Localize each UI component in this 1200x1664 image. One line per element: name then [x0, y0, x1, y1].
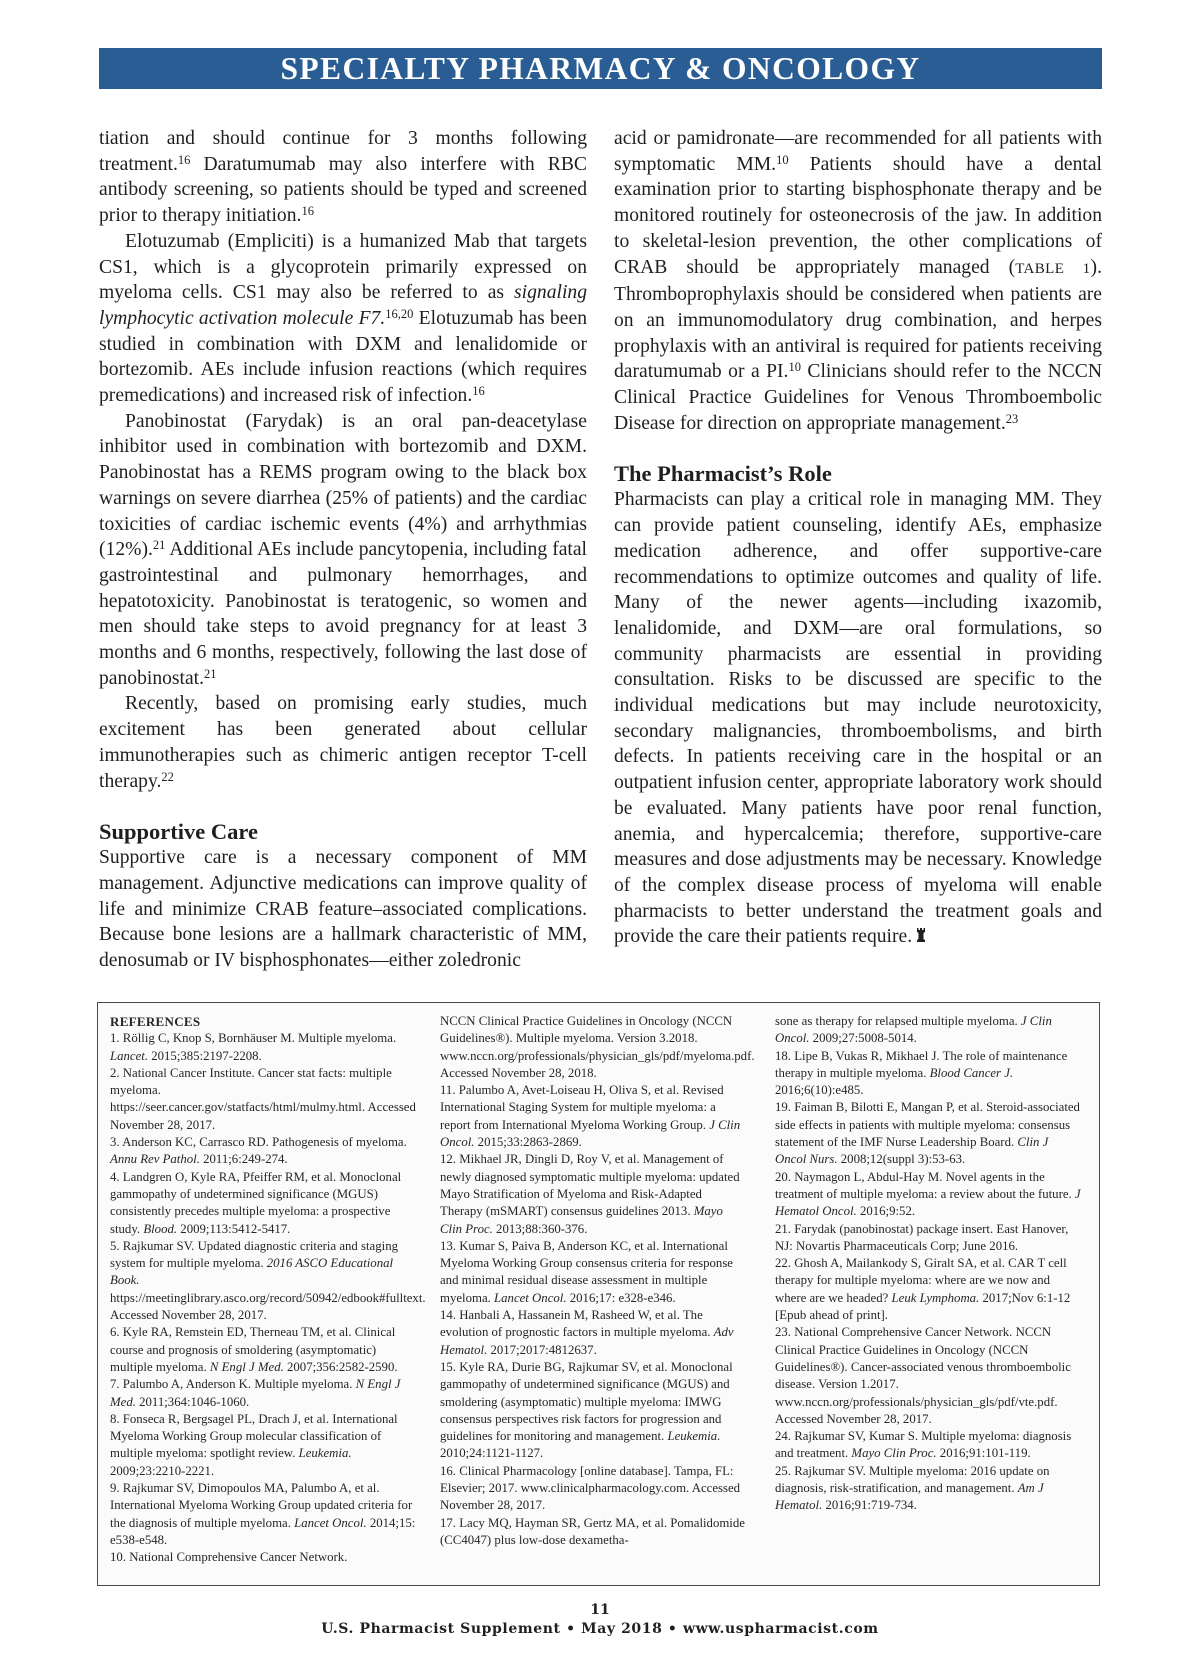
references-heading: REFERENCES	[110, 1014, 201, 1029]
reference-item: 23. National Comprehensive Cancer Network. NCCN Clinical Practice Guidelines in Oncology (NCCN Guidelines®). Cancer-associated venous thromboembolic disease. Version 1.2017. www.nccn.org/professionals/physician_gls/pdf/vte.pdf. Accessed November 28, 2017.	[775, 1325, 1071, 1426]
page-footer	[0, 1601, 1200, 1639]
paragraph: Panobinostat (Farydak) is an oral pan-deacetylase inhibitor used in combination with bortezomib and DXM. Panobinostat has a REMS program owing to the black box warnings on severe diarrhea (25% of patients) and the cardiac toxicities of cardiac ischemic events (4%) and arrhythmias (12%).$^{21}$ Additional AEs include pancytopenia, including fatal gastrointestinal and pulmonary hemorrhages, and hepatotoxicity. Panobinostat is teratogenic, so women and men should take steps to avoid pregnancy for at least 3 months and 6 months, respectively, following the last dose of panobinostat.$^{21}$	[99, 410, 587, 689]
reference-item: 2. National Cancer Institute. Cancer stat facts: multiple myeloma. https://seer.cancer.gov/statfacts/html/mulmy.html. Accessed November 28, 2017.	[110, 1065, 416, 1132]
reference-continuation: sone as therapy for relapsed multiple myeloma. J Clin Oncol. 2009;27:5008-5014.	[775, 1014, 1052, 1046]
reference-item: 24. Rajkumar SV, Kumar S. Multiple myeloma: diagnosis and treatment. Mayo Clin Proc. 2016;91:101-119.	[775, 1429, 1072, 1461]
left-column	[99, 126, 587, 974]
publication-line: U.S. Pharmacist Supplement • May 2018 • www.uspharmacist.com	[321, 1621, 879, 1637]
reference-item: 18. Lipe B, Vukas R, Mikhael J. The role of maintenance therapy in multiple myeloma. Blood Cancer J. 2016;6(10):e485.	[775, 1048, 1068, 1098]
reference-item: 8. Fonseca R, Bergsagel PL, Drach J, et al. International Myeloma Working Group molecular classification of multiple myeloma: spotlight review. Leukemia. 2009;23:2210-2221.	[110, 1411, 398, 1478]
reference-item: 5. Rajkumar SV. Updated diagnostic criteria and staging system for multiple myeloma. 2016 ASCO Educational Book. https://meetinglibrary.asco.org/record/50942/edbook#fulltext. Accessed November 28, 2017.	[110, 1238, 426, 1323]
table-reference: TABLE 1	[1015, 260, 1091, 277]
reference-item: 13. Kumar S, Paiva B, Anderson KC, et al. International Myeloma Working Group consensus criteria for response and minimal residual disease assessment in multiple myeloma. Lancet Oncol. 2016;17: e328-e346.	[440, 1238, 733, 1305]
references-column-1	[110, 1013, 426, 1567]
reference-item: 21. Farydak (panobinostat) package insert. East Hanover, NJ: Novartis Pharmaceuticals Corp; June 2016.	[775, 1221, 1069, 1253]
reference-item: 7. Palumbo A, Anderson K. Multiple myeloma. N Engl J Med. 2011;364:1046-1060.	[110, 1377, 401, 1409]
references-column-2	[440, 1013, 755, 1549]
paragraph: Supportive care is a necessary component of MM management. Adjunctive medications can improve quality of life and minimize CRAB feature–associated complications. Because bone lesions are a hallmark characteristic of MM, denosumab or IV bisphosphonates—either zoledronic	[99, 847, 587, 972]
reference-item: 1. Röllig C, Knop S, Bornhäuser M. Multiple myeloma. Lancet. 2015;385:2197-2208.	[110, 1031, 397, 1063]
reference-item: 14. Hanbali A, Hassanein M, Rasheed W, et al. The evolution of prognostic factors in multiple myeloma. Adv Hematol. 2017;2017:4812637.	[440, 1308, 734, 1357]
paragraph: Recently, based on promising early studies, much excitement has been generated about cellular immunotherapies such as chimeric antigen receptor T-cell therapy.$^{22}$	[99, 693, 587, 792]
paragraph: acid or pamidronate—are recommended for all patients with symptomatic MM.$^{10}$ Patients should have a dental examination prior to starting bisphosphonate therapy and be monitored routinely for osteonecrosis of the jaw. In addition to skeletal-lesion prevention, the other complications of CRAB should be appropriately managed (TABLE 1). Thromboprophylaxis should be considered when patients are on an immunomodulatory drug combination, and herpes prophylaxis with an antiviral is required for patients receiving daratumumab or a PI.$^{10}$ Clinicians should refer to the NCCN Clinical Practice Guidelines for Venous Thromboembolic Disease for direction on appropriate management.$^{23}$	[614, 128, 1103, 434]
reference-item: 19. Faiman B, Bilotti E, Mangan P, et al. Steroid-associated side effects in patients with multiple myeloma: consensus statement of the IMF Nurse Leadership Board. Clin J Oncol Nurs. 2008;12(suppl 3):53-63.	[775, 1100, 1080, 1167]
references-box	[97, 1002, 1100, 1586]
reference-item: 16. Clinical Pharmacology [online database]. Tampa, FL: Elsevier; 2017. www.clinicalpharmacology.com. Accessed November 28, 2017.	[440, 1463, 741, 1513]
reference-item: 4. Landgren O, Kyle RA, Pfeiffer RM, et al. Monoclonal gammopathy of undetermined significance (MGUS) consistently precedes multiple myeloma: a prospective study. Blood. 2009;113:5412-5417.	[110, 1169, 402, 1236]
paragraph: Pharmacists can play a critical role in managing MM. They can provide patient counseling, identify AEs, emphasize medication adherence, and offer supportive-care recommendations to optimize outcomes and quality of life. Many of the newer agents—including ixazomib, lenalidomide, and DXM—are oral formulations, so community pharmacists are essential in providing consultation. Risks to be discussed are specific to the individual medications but may include neurotoxicity, secondary malignancies, thromboembolisms, and birth defects. In patients receiving care in the hospital or an outpatient infusion center, appropriate laboratory work should be evaluated. Many patients have poor renal function, anemia, and hypercalcemia; therefore, supportive-care measures and dose adjustments may be necessary. Knowledge of the complex disease process of myeloma will enable pharmacists to better understand the treatment goals and provide the care their patients require.	[614, 489, 1102, 948]
reference-item: 25. Rajkumar SV. Multiple myeloma: 2016 update on diagnosis, risk-stratification, and management. Am J Hematol. 2016;91:719-734.	[775, 1463, 1050, 1513]
reference-item: 10. National Comprehensive Cancer Network.	[110, 1550, 348, 1565]
reference-item: 6. Kyle RA, Remstein ED, Therneau TM, et al. Clinical course and prognosis of smoldering (asymptomatic) multiple myeloma. N Engl J Med. 2007;356:2582-2590.	[110, 1325, 398, 1374]
page-number: 11	[590, 1602, 610, 1618]
reference-item: 20. Naymagon L, Abdul-Hay M. Novel agents in the treatment of multiple myeloma: a review about the future. J Hematol Oncol. 2016;9:52.	[775, 1169, 1081, 1219]
end-of-article-icon	[916, 927, 926, 943]
reference-item: 17. Lacy MQ, Hayman SR, Gertz MA, et al. Pomalidomide (CC4047) plus low-dose dexametha-	[440, 1515, 745, 1547]
reference-item: 15. Kyle RA, Durie BG, Rajkumar SV, et al. Monoclonal gammopathy of undetermined significance (MGUS) and smoldering (asymptomatic) multiple myeloma: IMWG consensus perspectives risk factors for progression and guidelines for monitoring and management. Leukemia. 2010;24:1121-1127.	[440, 1359, 733, 1461]
reference-continuation: NCCN Clinical Practice Guidelines in Oncology (NCCN Guidelines®). Multiple myeloma. Version 3.2018. www.nccn.org/professionals/physician_gls/pdf/myeloma.pdf. Accessed November 28, 2018.	[440, 1014, 755, 1080]
reference-item: 12. Mikhael JR, Dingli D, Roy V, et al. Management of newly diagnosed symptomatic multiple myeloma: updated Mayo Stratification of Myeloma and Risk-Adapted Therapy (mSMART) consensus guidelines 2013. Mayo Clin Proc. 2013;88:360-376.	[440, 1152, 740, 1236]
reference-item: 9. Rajkumar SV, Dimopoulos MA, Palumbo A, et al. International Myeloma Working Group updated criteria for the diagnosis of multiple myeloma. Lancet Oncol. 2014;15: e538-e548.	[110, 1481, 416, 1547]
reference-item: 22. Ghosh A, Mailankody S, Giralt SA, et al. CAR T cell therapy for multiple myeloma: where are we now and where are we headed? Leuk Lymphoma. 2017;Nov 6:1-12 [Epub ahead of print].	[775, 1256, 1071, 1323]
references-column-3	[775, 1013, 1081, 1515]
section-heading-pharmacists-role: The Pharmacist’s Role	[614, 461, 832, 487]
reference-item: 11. Palumbo A, Avet-Loiseau H, Oliva S, et al. Revised International Staging System for multiple myeloma: a report from International Myeloma Working Group. J Clin Oncol. 2015;33:2863-2869.	[440, 1083, 741, 1150]
paragraph: tiation and should continue for 3 months following treatment.$^{16}$ Daratumumab may also interfere with RBC antibody screening, so patients should be typed and screened prior to therapy initiation.$^{16}$	[99, 128, 587, 227]
paragraph: Elotuzumab (Empliciti) is a humanized Mab that targets CS1, which is a glycoprotein primarily expressed on myeloma cells. CS1 may also be referred to as signaling lymphocytic activation molecule F7.$^{16,20}$ Elotuzumab has been studied in combination with DXM and lenalidomide or bortezomib. AEs include infusion reactions (which requires premedications) and increased risk of infection.$^{16}$	[99, 230, 587, 407]
section-banner: SPECIALTY PHARMACY & ONCOLOGY	[99, 48, 1102, 89]
reference-item: 3. Anderson KC, Carrasco RD. Pathogenesis of myeloma. Annu Rev Pathol. 2011;6:249-274.	[110, 1135, 407, 1167]
right-column	[614, 126, 1102, 950]
section-heading-supportive-care: Supportive Care	[99, 819, 258, 845]
